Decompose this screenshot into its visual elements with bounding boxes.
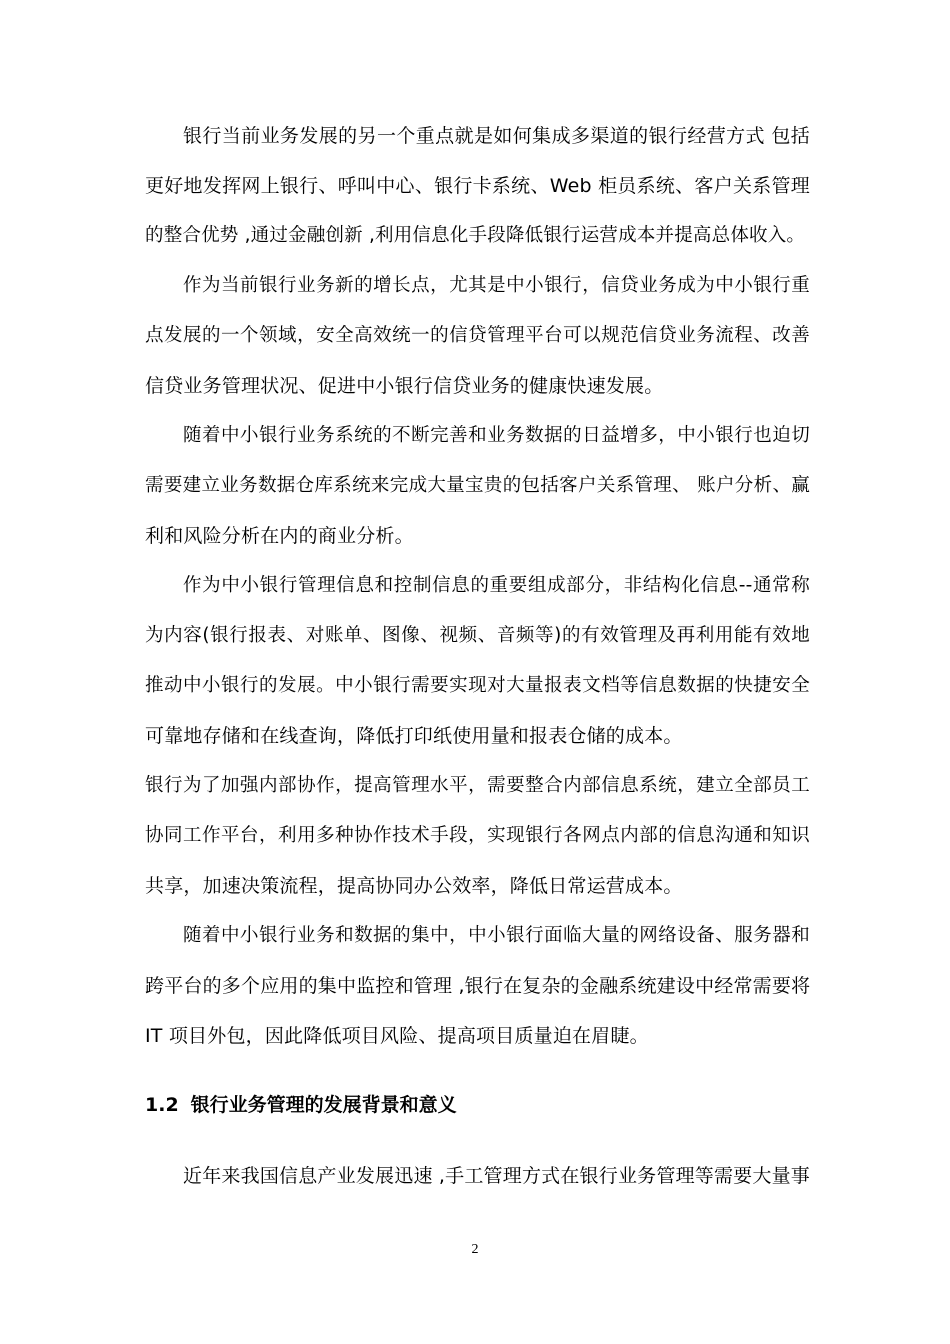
paragraph-1-line-3: 的整合优势 ,通过金融创新 ,利用信息化手段降低银行运营成本并提高总体收入。 [145, 225, 806, 246]
paragraph-6-line-2: 跨平台的多个应用的集中监控和管理 ,银行在复杂的金融系统建设中经常需要将 [145, 975, 811, 997]
paragraph-6-line-1: 随着中小银行业务和数据的集中，中小银行面临大量的网络设备、服务器和 [183, 925, 810, 946]
paragraph-7-line-1: 近年来我国信息产业发展迅速 ,手工管理方式在银行业务管理等需要大量事 [183, 1165, 810, 1187]
section-heading [145, 1093, 457, 1117]
paragraph-5-line-2: 协同工作平台，利用多种协作技术手段，实现银行各网点内部的信息沟通和知识 [145, 825, 810, 846]
page-number: 2 [471, 1242, 479, 1257]
paragraph-4-line-4: 可靠地存储和在线查询，降低打印纸使用量和报表仓储的成本。 [145, 725, 683, 747]
paragraph-2-line-2: 点发展的一个领域，安全高效统一的信贷管理平台可以规范信贷业务流程、改善 [145, 325, 810, 346]
paragraph-5-line-1: 银行为了加强内部协作，提高管理水平，需要整合内部信息系统，建立全部员工 [145, 775, 810, 796]
paragraph-3-line-3: 利和风险分析在内的商业分析。 [145, 525, 414, 547]
section-title: 银行业务管理的发展背景和意义 [190, 1094, 457, 1116]
paragraph-4-line-1: 作为中小银行管理信息和控制信息的重要组成部分，非结构化信息--通常称 [183, 575, 810, 596]
paragraph-3-line-2: 需要建立业务数据仓库系统来完成大量宝贵的包括客户关系管理、 账户分析、赢 [145, 475, 810, 496]
paragraph-1-line-2: 更好地发挥网上银行、呼叫中心、银行卡系统、Web 柜员系统、客户关系管理 [145, 175, 810, 197]
section-number: 1.2 [145, 1094, 179, 1116]
paragraph-5-line-3: 共享，加速决策流程，提高协同办公效率，降低日常运营成本。 [145, 875, 683, 897]
paragraph-4-line-2: 为内容(银行报表、对账单、图像、视频、音频等)的有效管理及再利用能有效地 [145, 625, 810, 646]
paragraph-3-line-1: 随着中小银行业务系统的不断完善和业务数据的日益增多，中小银行也迫切 [183, 425, 810, 446]
paragraph-2-line-1: 作为当前银行业务新的增长点，尤其是中小银行，信贷业务成为中小银行重 [183, 275, 810, 296]
paragraph-4-line-3: 推动中小银行的发展。中小银行需要实现对大量报表文档等信息数据的快捷安全 [145, 675, 810, 696]
paragraph-6-line-3: IT 项目外包，因此降低项目风险、提高项目质量迫在眉睫。 [145, 1025, 649, 1047]
paragraph-2-line-3: 信贷业务管理状况、促进中小银行信贷业务的健康快速发展。 [145, 375, 664, 397]
paragraph-1-line-1: 银行当前业务发展的另一个重点就是如何集成多渠道的银行经营方式 包括 [183, 125, 810, 147]
